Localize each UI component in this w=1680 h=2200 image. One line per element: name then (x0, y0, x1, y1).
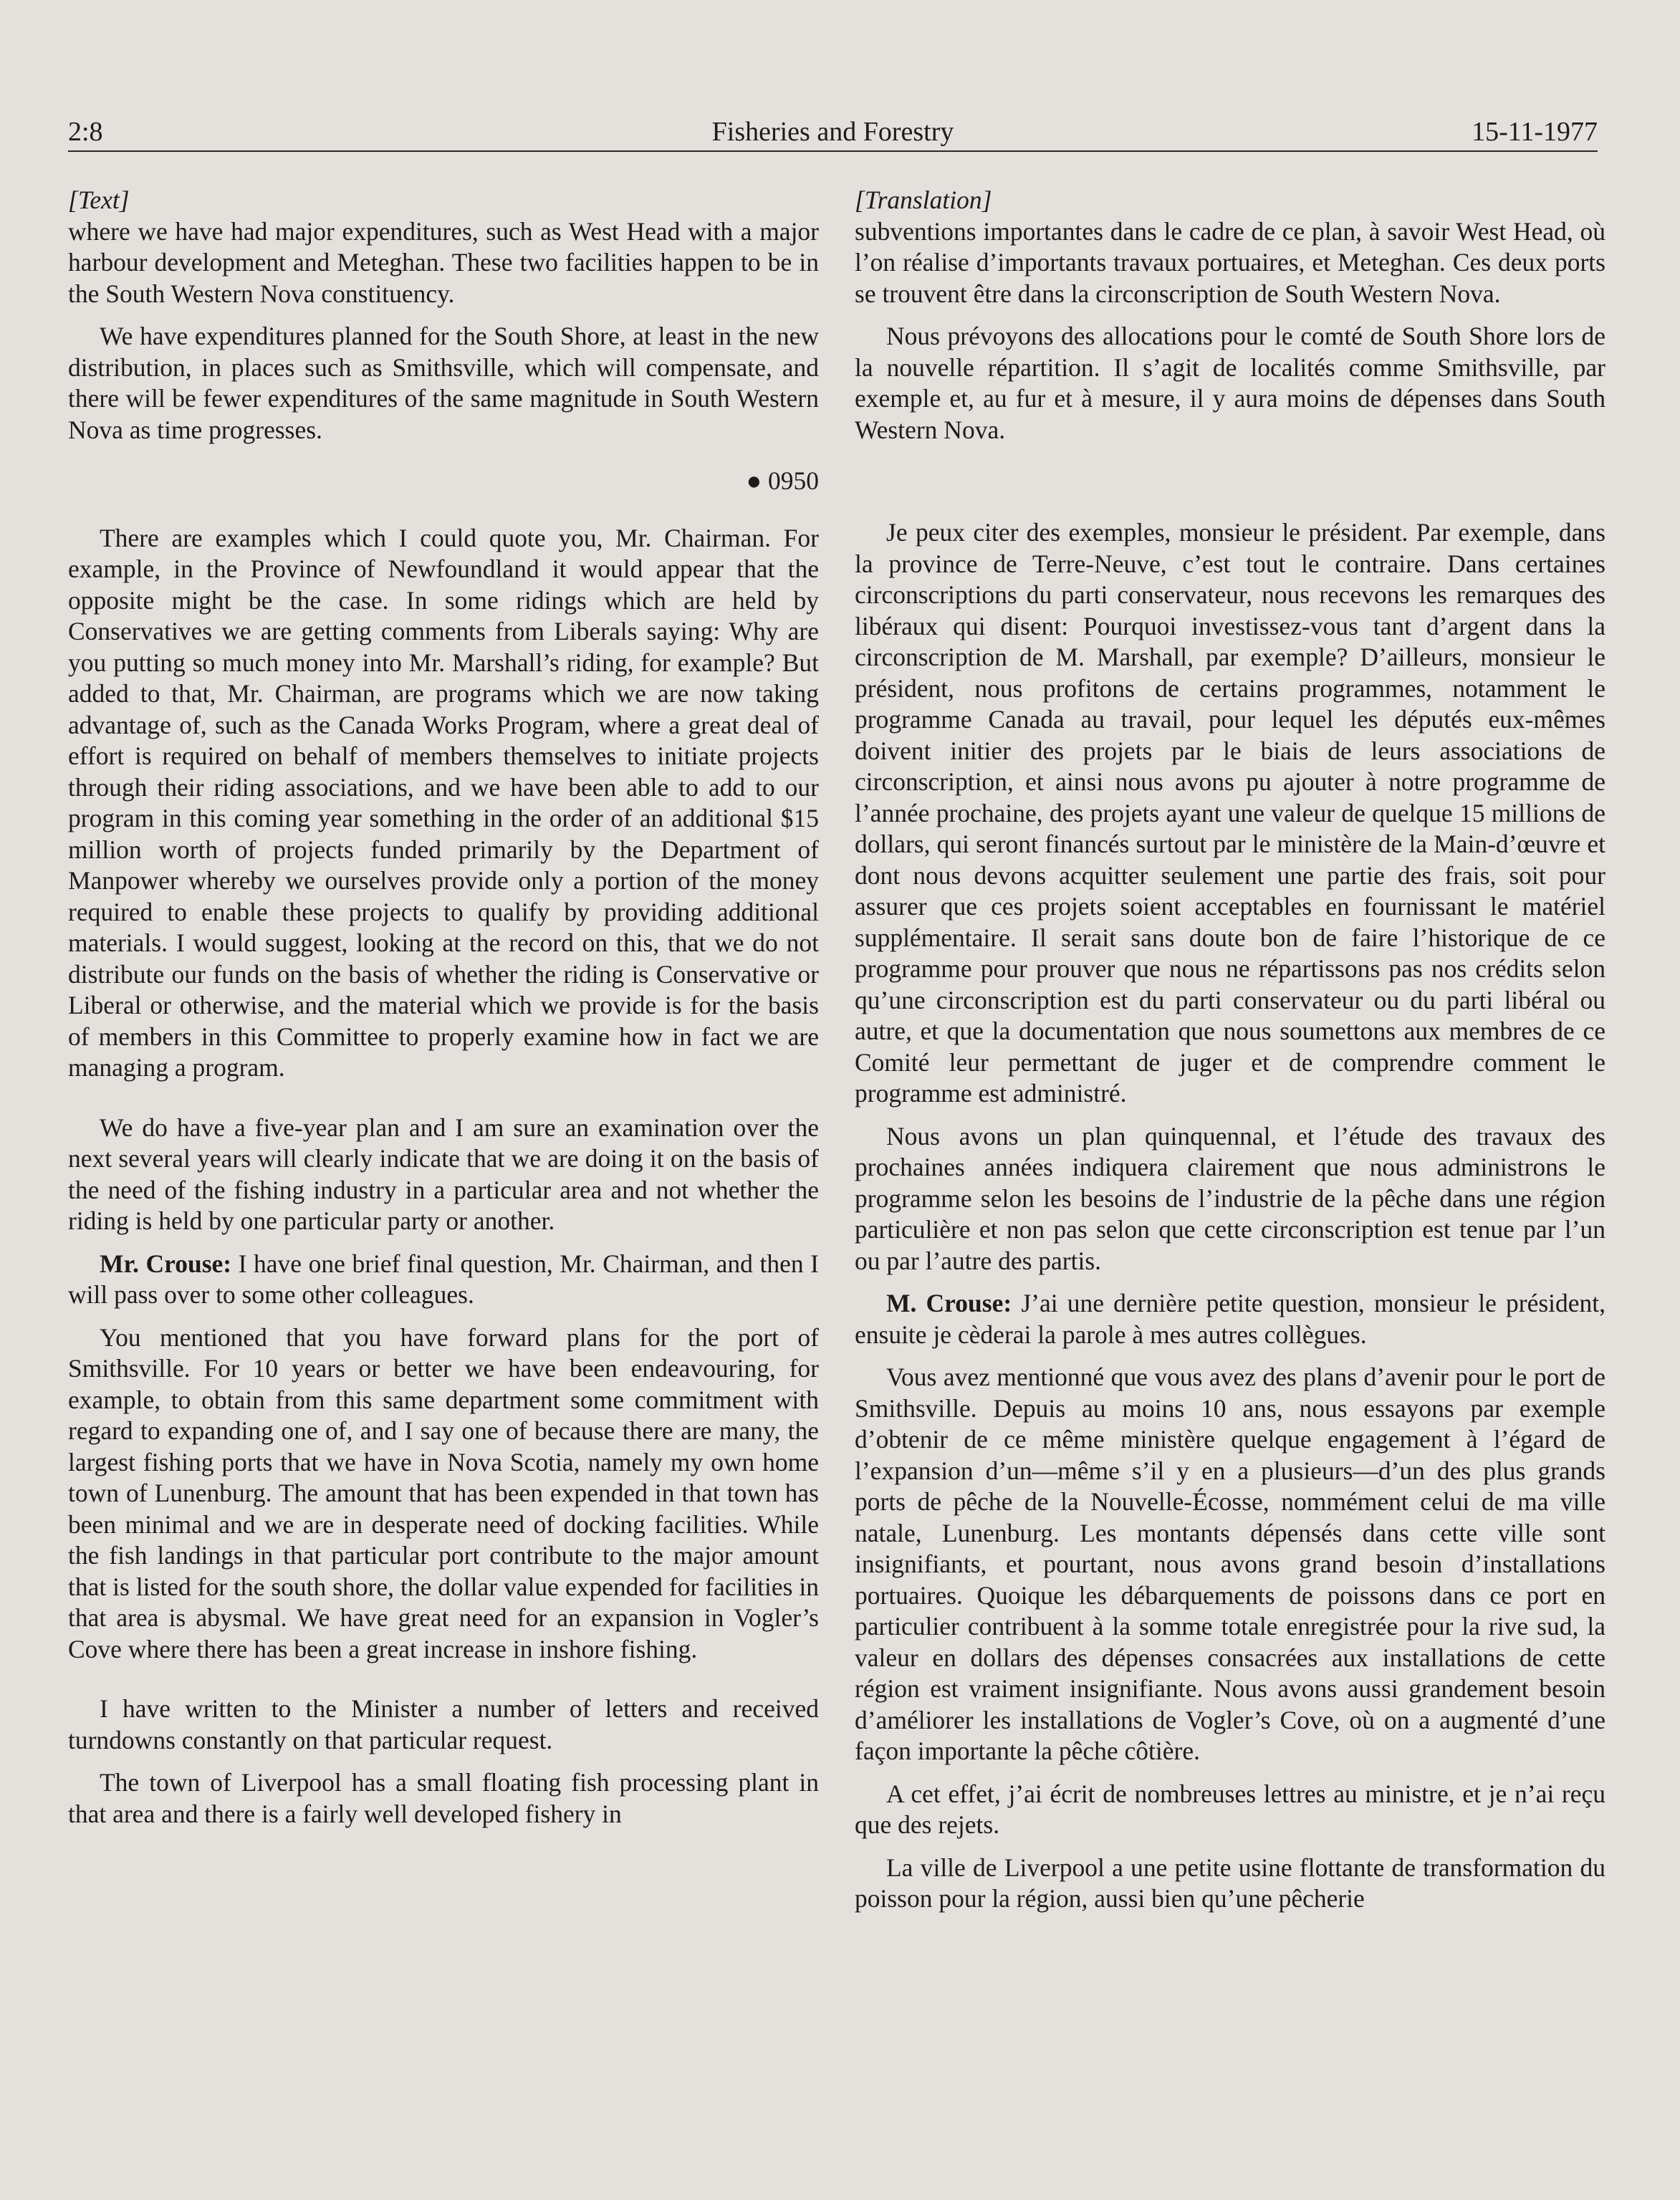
english-column (68, 185, 819, 1841)
paragraph: The town of Liverpool has a small floating fish processing plant in that area and there is a fairly well developed fishery in (68, 1768, 819, 1828)
paragraph: Nous prévoyons des allocations pour le comté de South Shore lors de la nouvelle répartition. Il s’agit de localités comme Smithsville, par exemple et, au fur et à mesure, il y aura moins de dépenses dans South Western Nova. (855, 322, 1605, 444)
time-marker: ● 0950 (746, 466, 819, 495)
french-column (855, 185, 1605, 1926)
page-number: 2:8 (68, 117, 103, 147)
paragraph: You mentioned that you have forward plans for the port of Smithsville. For 10 years or better we have been endeavouring, for example, to obtain from this same department some commitment with regard to expanding one of, and I say one of because there are many, the largest fishing ports that we have in Nova Scotia, namely my own home town of Lunenburg. The amount that has been expended in that town has been minimal and we are in desperate need of docking facilities. While the fish landings in that particular port contribute to the major amount that is listed for the south shore, the dollar value expended for facilities in that area is abysmal. We have great need for an expansion in Vogler’s Cove where there has been a great increase in inshore fishing. (68, 1322, 819, 1663)
paragraph: Je peux citer des exemples, monsieur le président. Par exemple, dans la province de Terre-Neuve, c’est tout le contraire. Dans certaines circonscriptions du parti conservateur, nous recevons les remarques des libéraux qui disent: Pourquoi investissez-vous tant d’argent dans la circonscription de M. Marshall, par exemple? D’ailleurs, monsieur le président, nous profitons de certains programmes, notamment le programme Canada au travail, pour lequel les députés eux-mêmes doivent initier des projets par le biais de leurs associations de circonscription, et ainsi nous avons pu ajouter à notre programme de l’année prochaine, des projets ayant une valeur de quelque 15 millions de dollars, qui seront financés surtout par le ministère de la Main-d’œuvre et dont nous devons acquitter seulement une partie des frais, soit pour assurer que ces projets soient acceptables en fournissant le matériel supplémentaire. Il serait sans doute bon de faire l’historique de ce programme pour prouver que nous ne répartissons pas nos crédits selon qu’une circonscription est du parti conservateur ou du parti libéral ou autre, et que la documentation que nous soumettons aux membres de ce Comité leur permettant de juger et de comprendre comment le programme est administré. (855, 518, 1605, 1108)
committee-title: Fisheries and Forestry (711, 117, 954, 147)
paragraph: There are examples which I could quote you, Mr. Chairman. For example, in the Province of Newfoundland it would appear that the opposite might be the case. In some ridings which are held by Conservatives we are getting comments from Liberals saying: Why are you putting so much money into Mr. Marshall’s riding, for example? But added to that, Mr. Chairman, are programs which we are now taking advantage of, such as the Canada Works Program, where a great deal of effort is required on behalf of members themselves to initiate projects through their riding associations, and we have been able to add to our program in this coming year something in the order of an additional $15 million worth of projects funded primarily by the Department of Manpower whereby we ourselves provide only a portion of the money required to enable these projects to qualify by providing additional materials. I would suggest, looking at the record on this, that we do not distribute our funds on the basis of whether the riding is Conservative or Liberal or otherwise, and the material which we provide is for the basis of members in this Committee to properly examine how in fact we are managing a program. (68, 523, 819, 1082)
paragraph: La ville de Liverpool a une petite usine flottante de transformation du poisson pour la région, aussi bien qu’une pêcherie (855, 1853, 1605, 1913)
paragraph: We have expenditures planned for the South Shore, at least in the new distribution, in places such as Smithsville, which will compensate, and there will be fewer expenditures of the same magnitude in South Western Nova as time progresses. (68, 322, 819, 444)
paragraph: where we have had major expenditures, such as West Head with a major harbour development and Meteghan. These two facilities happen to be in the South Western Nova constituency. (68, 216, 819, 308)
paragraph: A cet effet, j’ai écrit de nombreuses lettres au ministre, et je n’ai reçu que des rejets. (855, 1779, 1605, 1839)
paragraph: I have written to the Minister a number of letters and received turndowns constantly on that particular request. (68, 1694, 819, 1754)
speaker-name: Mr. Crouse: (100, 1249, 232, 1278)
section-label-translation: [Translation] (855, 186, 992, 214)
header-date: 15-11-1977 (1472, 117, 1598, 147)
paragraph: We do have a five-year plan and I am sure an examination over the next several years will clearly indicate that we are doing it on the basis of the need of the fishing industry in a particular area and not whether the riding is held by one particular party or another. (68, 1113, 819, 1235)
paragraph: Mr. Crouse: I have one brief final question, Mr. Chairman, and then I will pass over to some other colleagues. (68, 1249, 819, 1309)
paragraph: subventions importantes dans le cadre de ce plan, à savoir West Head, où l’on réalise d’importants travaux portuaires, et Meteghan. Ces deux ports se trouvent être dans la circonscription de South Western Nova. (855, 216, 1605, 308)
paragraph: Nous avons un plan quinquennal, et l’étude des travaux des prochaines années indiquera clairement que nous administrons le programme selon les besoins de l’industrie de la pêche dans une région particulière et non pas selon que cette circonscription est tenue par l’un ou par l’autre des partis. (855, 1121, 1605, 1275)
paragraph: Vous avez mentionné que vous avez des plans d’avenir pour le port de Smithsville. Depuis au moins 10 ans, nous essayons par exemple d’obtenir de ce même ministère quelque engagement à l’égard de l’expansion d’un—même s’il y en a plusieurs—d’un des plus grands ports de pêche de la Nouvelle-Écosse, nommément celui de ma ville natale, Lunenburg. Les montants dépensés dans cette ville sont insignifiants, et pourtant, nous avons grand besoin d’installations portuaires. Quoique les débarquements de poissons dans ce port en particulier contribuent à la somme totale enregistrée pour la rive sud, la valeur en dollars des dépenses consacrées aux installations de cette région est vraiment insignifiante. Nous avons aussi grandement besoin d’améliorer les installations de Vogler’s Cove, où on a augmenté d’une façon importante la pêche côtière. (855, 1363, 1605, 1765)
header-rule (68, 150, 1598, 152)
page-header (68, 113, 1598, 150)
paragraph: M. Crouse: J’ai une dernière petite question, monsieur le président, ensuite je cèderai la parole à mes autres collègues. (855, 1289, 1605, 1349)
section-label-text: [Text] (68, 186, 130, 214)
speaker-name: M. Crouse: (886, 1289, 1012, 1317)
